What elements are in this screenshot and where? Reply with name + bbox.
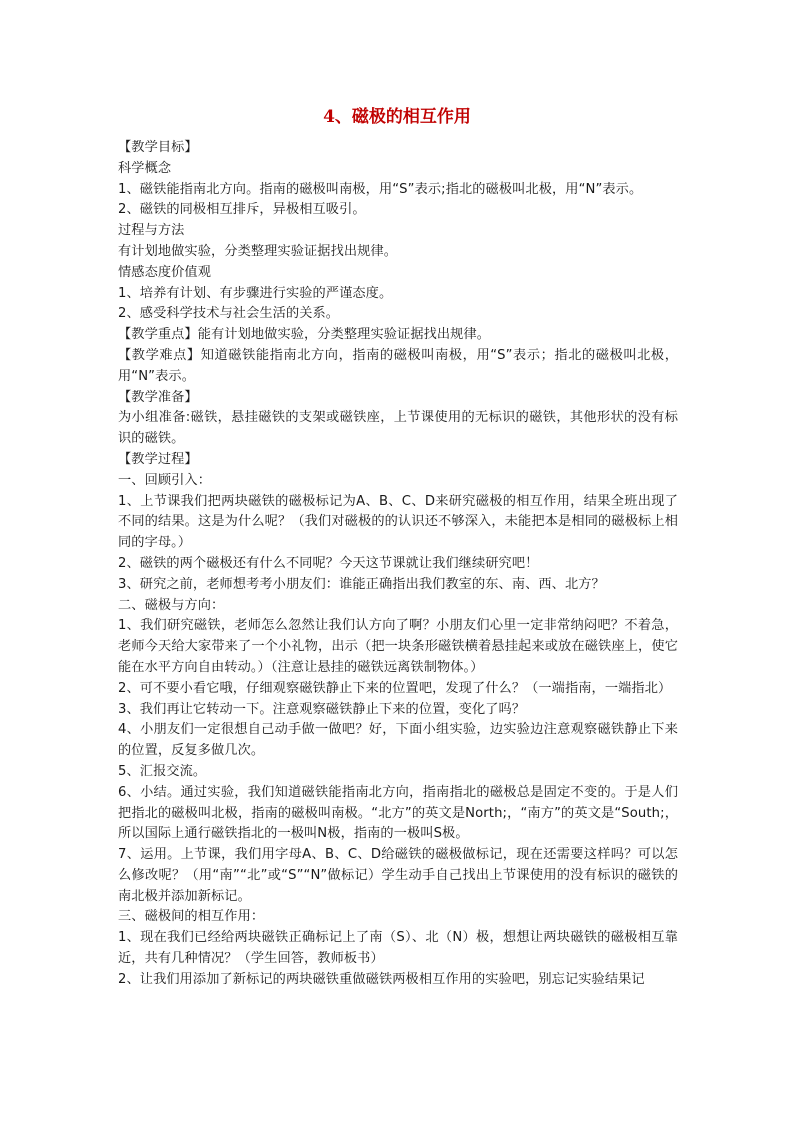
paragraph: 【教学重点】能有计划地做实验，分类整理实验证据找出规律。 <box>118 327 491 343</box>
paragraph: 为小组准备:磁铁，悬挂磁铁的支架或磁铁座，上节课使用的无标识的磁铁，其他形状的没有标识的磁铁。 <box>118 410 678 447</box>
paragraph: 1、磁铁能指南北方向。指南的磁极叫南极，用“S”表示;指北的磁极叫北极，用“N”表示。 <box>118 181 643 197</box>
paragraph: 有计划地做实验，分类整理实验证据找出规律。 <box>118 243 398 259</box>
paragraph: 2、磁铁的同极相互排斥，异极相互吸引。 <box>118 202 366 218</box>
paragraph: 2、让我们用添加了新标记的两块磁铁重做磁铁两极相互作用的实验吧，别忘记实验结果记 <box>118 971 645 987</box>
document-body <box>118 138 678 991</box>
paragraph: 2、可不要小看它哦，仔细观察磁铁静止下来的位置吧，发现了什么？（一端指南，一端指北） <box>118 680 672 696</box>
paragraph: 4、小朋友们一定很想自己动手做一做吧？好，下面小组实验，边实验边注意观察磁铁静止下来的位置，反复多做几次。 <box>118 722 678 759</box>
paragraph: 【教学过程】 <box>118 451 198 467</box>
paragraph: 1、上节课我们把两块磁铁的磁极标记为A、B、C、D来研究磁极的相互作用，结果全班出现了不同的结果。这是为什么呢？（我们对磁极的的认识还不够深入，未能把本是相同的磁极标上相同的字母。） <box>118 493 678 551</box>
paragraph: 2、磁铁的两个磁极还有什么不同呢？今天这节课就让我们继续研究吧！ <box>118 555 539 571</box>
page-title: 4、磁极的相互作用 <box>323 107 471 127</box>
paragraph: 科学概念 <box>118 160 172 176</box>
paragraph: 3、研究之前，老师想考考小朋友们：谁能正确指出我们教室的东、南、西、北方？ <box>118 576 605 592</box>
paragraph: 1、培养有计划、有步骤进行实验的严谨态度。 <box>118 285 393 301</box>
paragraph: 【教学准备】 <box>118 389 198 405</box>
paragraph: 情感态度价值观 <box>118 264 212 280</box>
paragraph: 三、磁极间的相互作用： <box>118 909 265 925</box>
paragraph: 3、我们再让它转动一下。注意观察磁铁静止下来的位置，变化了吗？ <box>118 701 526 717</box>
paragraph: 【教学目标】 <box>118 140 198 155</box>
paragraph: 二、磁极与方向： <box>118 597 225 613</box>
paragraph: 1、现在我们已经给两块磁铁正确标记上了南（S）、北（N）极，想想让两块磁铁的磁极相互靠近，共有几种情况？（学生回答，教师板书） <box>118 930 678 967</box>
paragraph: 【教学难点】知道磁铁能指南北方向，指南的磁极叫南极，用“S”表示；指北的磁极叫北极，用“N”表示。 <box>118 347 678 384</box>
paragraph: 7、运用。上节课，我们用字母A、B、C、D给磁铁的磁极做标记，现在还需要这样吗？可以怎么修改呢？（用“南”“北”或“S”“N”做标记）学生动手自己找出上节课使用的没有标识的磁铁的南北极并添加新标记。 <box>118 847 678 904</box>
paragraph: 一、回顾引入： <box>118 472 212 488</box>
paragraph: 2、感受科学技术与社会生活的关系。 <box>118 306 340 322</box>
paragraph: 5、汇报交流。 <box>118 763 207 779</box>
paragraph: 1、我们研究磁铁，老师怎么忽然让我们认方向了啊？小朋友们心里一定非常纳闷吧？不着急，老师今天给大家带来了一个小礼物，出示（把一块条形磁铁横着悬挂起来或放在磁铁座上，使它能在水平方向自由转动。）（注意让悬挂的磁铁远离铁制物体。） <box>118 618 678 675</box>
paragraph: 6、小结。通过实验，我们知道磁铁能指南北方向，指南指北的磁极总是固定不变的。于是人们把指北的磁极叫北极，指南的磁极叫南极。“北方”的英文是North;，“南方”的英文是“South;，所以国际上通行磁铁指北的一极叫N极，指南的一极叫S极。 <box>118 784 678 842</box>
paragraph: 过程与方法 <box>118 223 185 239</box>
